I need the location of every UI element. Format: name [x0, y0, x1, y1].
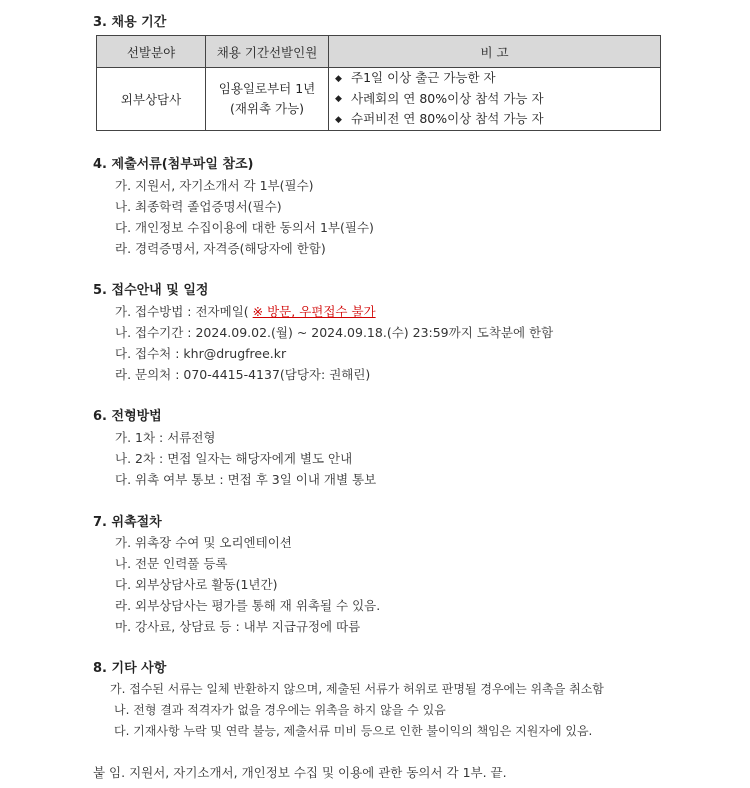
list-item: 라. 문의처 : 070-4415-4137(담당자: 권해린) — [115, 367, 371, 382]
list-item: 나. 전문 인력풀 등록 — [115, 556, 228, 571]
table-header-row — [97, 36, 661, 68]
section-8-title: 8. 기타 사항 — [93, 661, 167, 676]
table-row — [97, 68, 661, 131]
diamond-bullet-icon: ◆ — [335, 94, 342, 105]
list-item: 가. 1차 : 서류전형 — [115, 430, 216, 445]
list-item: 다. 개인정보 수집이용에 대한 동의서 1부(필수) — [115, 220, 374, 235]
list-item: 가. 위촉장 수여 및 오리엔테이션 — [115, 535, 292, 550]
header-notes: 비 고 — [329, 36, 661, 68]
list-item: 나. 2차 : 면접 일자는 해당자에게 별도 안내 — [115, 451, 353, 466]
section-7-title: 7. 위촉절차 — [93, 515, 162, 530]
diamond-bullet-icon: ◆ — [335, 114, 342, 125]
list-item: 다. 접수처 : khr@drugfree.kr — [115, 346, 287, 361]
period-line-1: 임용일로부터 1년 — [218, 81, 316, 96]
method-label: 가. 접수방법 : 전자메일( — [115, 304, 249, 319]
list-item — [335, 89, 660, 110]
list-item: 가. 지원서, 자기소개서 각 1부(필수) — [115, 178, 314, 193]
list-item — [335, 109, 660, 130]
header-field: 선발분야 — [97, 36, 206, 68]
list-item: 라. 외부상담사는 평가를 통해 재 위촉될 수 있음. — [115, 598, 381, 613]
list-item: 다. 기재사항 누락 및 연락 불능, 제출서류 미비 등으로 인한 불이익의 책임은 지원자에 있음. — [114, 724, 593, 738]
section-3-title: 3. 채용 기간 — [93, 15, 167, 30]
list-item: 가. 접수된 서류는 일체 반환하지 않으며, 제출된 서류가 허위로 판명될 경우에는 위촉을 취소함 — [110, 682, 604, 696]
list-item — [115, 302, 376, 320]
list-item: 라. 경력증명서, 자격증(해당자에 한함) — [115, 241, 326, 256]
notes-cell — [329, 68, 661, 131]
recruitment-table — [96, 35, 661, 131]
period-cell — [206, 68, 329, 131]
list-item: 다. 위촉 여부 통보 : 면접 후 3일 이내 개별 통보 — [115, 472, 377, 487]
section-6-title: 6. 전형방법 — [93, 409, 162, 424]
notes-list — [335, 68, 660, 130]
field-cell: 외부상담사 — [97, 68, 206, 131]
section-4-title: 4. 제출서류(첨부파일 참조) — [93, 157, 254, 172]
note-text: 주1일 이상 출근 가능한 자 — [351, 70, 496, 86]
header-period: 채용 기간선발인원 — [206, 36, 329, 68]
method-warning: ※ 방문, 우편접수 불가 — [252, 304, 376, 319]
list-item: 마. 강사료, 상담료 등 : 내부 지급규정에 따름 — [115, 619, 361, 634]
list-item: 나. 최종학력 졸업증명서(필수) — [115, 199, 282, 214]
note-text: 슈퍼비전 연 80%이상 참석 가능 자 — [351, 111, 544, 127]
period-line-2: (재위촉 가능) — [229, 101, 305, 116]
list-item: 나. 전형 결과 적격자가 없을 경우에는 위촉을 하지 않을 수 있음 — [114, 703, 446, 717]
section-5-title: 5. 접수안내 및 일정 — [93, 283, 209, 298]
attachment-note: 붙 임. 지원서, 자기소개서, 개인정보 수집 및 이용에 관한 동의서 각 1부. 끝. — [93, 765, 507, 780]
list-item: 다. 외부상담사로 활동(1년간) — [115, 577, 278, 592]
diamond-bullet-icon: ◆ — [335, 73, 342, 84]
list-item: 나. 접수기간 : 2024.09.02.(월) ~ 2024.09.18.(수) 23:59까지 도착분에 한함 — [115, 325, 554, 340]
list-item — [335, 68, 660, 89]
note-text: 사례회의 연 80%이상 참석 가능 자 — [351, 90, 544, 106]
